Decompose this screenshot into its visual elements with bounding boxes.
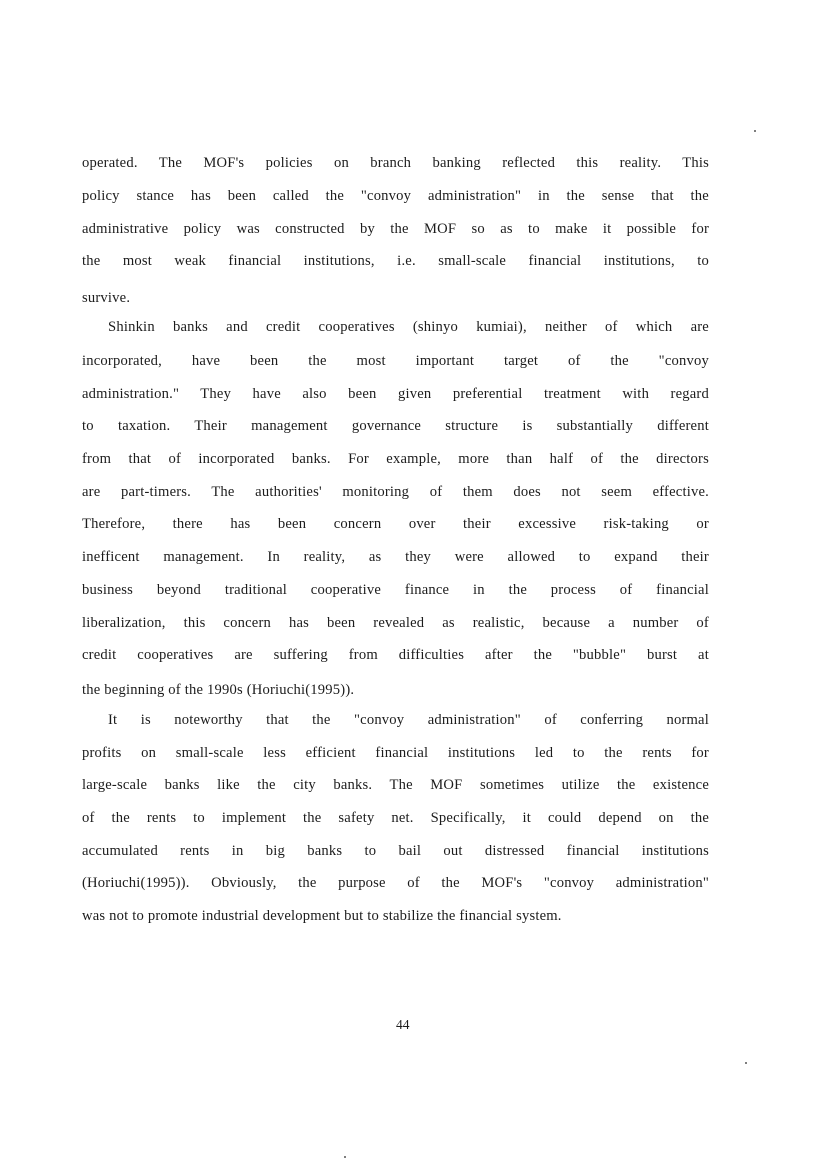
text-line: Therefore, there has been concern over their excessive risk-taking or [82,516,709,532]
text-line: credit cooperatives are suffering from difficulties after the "bubble" burst at [82,647,709,663]
text-line: from that of incorporated banks. For example, more than half of the directors [82,451,709,467]
text-line: business beyond traditional cooperative finance in the process of financial [82,582,709,598]
text-line: survive. [82,290,131,306]
text-line: the beginning of the 1990s (Horiuchi(1995)). [82,682,355,698]
text-line: the most weak financial institutions, i.e. small-scale financial institutions, to [82,253,709,269]
text-line: to taxation. Their management governance structure is substantially different [82,418,709,434]
text-line: administrative policy was constructed by the MOF so as to make it possible for [82,221,709,237]
text-line: Shinkin banks and credit cooperatives (shinyo kumiai), neither of which are [108,319,709,335]
scan-speck [344,1156,346,1158]
page-number: 44 [396,1017,410,1032]
text-line: incorporated, have been the most important target of the "convoy [82,353,709,369]
text-line: It is noteworthy that the "convoy administration" of conferring normal [108,712,709,728]
scan-speck [754,130,756,132]
text-line: policy stance has been called the "convoy administration" in the sense that the [82,188,709,204]
text-line: profits on small-scale less efficient financial institutions led to the rents for [82,745,709,761]
text-line: was not to promote industrial development but to stabilize the financial system. [82,908,562,924]
text-line: inefficent management. In reality, as they were allowed to expand their [82,549,709,565]
text-line: are part-timers. The authorities' monitoring of them does not seem effective. [82,484,709,500]
text-line: administration." They have also been given preferential treatment with regard [82,386,709,402]
text-line: accumulated rents in big banks to bail out distressed financial institutions [82,843,709,859]
text-line: of the rents to implement the safety net. Specifically, it could depend on the [82,810,709,826]
text-line: (Horiuchi(1995)). Obviously, the purpose of the MOF's "convoy administration" [82,875,709,891]
text-line: operated. The MOF's policies on branch banking reflected this reality. This [82,155,709,171]
scan-speck [745,1062,747,1064]
text-line: large-scale banks like the city banks. The MOF sometimes utilize the existence [82,777,709,793]
text-line: liberalization, this concern has been revealed as realistic, because a number of [82,615,709,631]
